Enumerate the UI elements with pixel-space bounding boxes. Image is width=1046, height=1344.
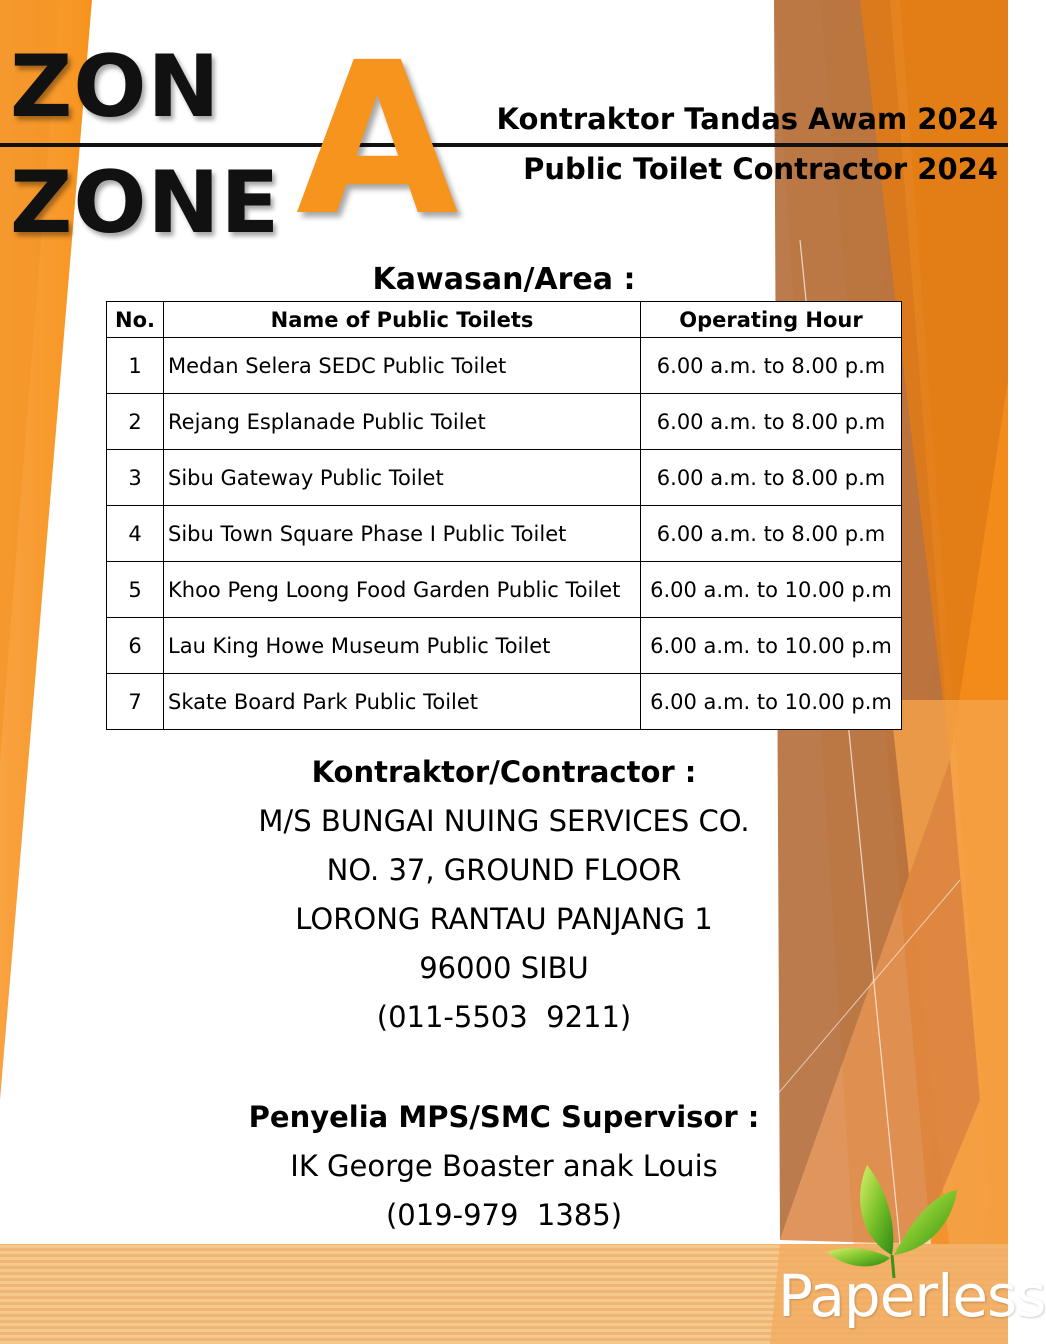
paperless-logo-text: Paperless bbox=[778, 1262, 1046, 1330]
contractor-label: Kontraktor/Contractor : bbox=[311, 755, 697, 789]
row-name: Sibu Gateway Public Toilet bbox=[164, 450, 641, 506]
table-header-row bbox=[107, 302, 902, 338]
supervisor-phone: (019-979 1385) bbox=[385, 1198, 623, 1232]
row-no: 5 bbox=[107, 562, 164, 618]
header-divider bbox=[0, 143, 1008, 147]
row-hour: 6.00 a.m. to 8.00 p.m bbox=[641, 394, 902, 450]
table-row bbox=[107, 618, 902, 674]
row-name: Khoo Peng Loong Food Garden Public Toilet bbox=[164, 562, 641, 618]
toilet-table bbox=[106, 301, 902, 730]
area-label: Kawasan/Area : bbox=[372, 262, 636, 297]
row-name: Lau King Howe Museum Public Toilet bbox=[164, 618, 641, 674]
row-hour: 6.00 a.m. to 8.00 p.m bbox=[641, 450, 902, 506]
header-no: No. bbox=[107, 302, 164, 338]
contractor-block bbox=[0, 748, 1008, 1042]
row-hour: 6.00 a.m. to 10.00 p.m bbox=[641, 562, 902, 618]
row-hour: 6.00 a.m. to 8.00 p.m bbox=[641, 506, 902, 562]
table-row bbox=[107, 562, 902, 618]
table-row bbox=[107, 674, 902, 730]
header-hour: Operating Hour bbox=[641, 302, 902, 338]
row-name: Sibu Town Square Phase I Public Toilet bbox=[164, 506, 641, 562]
zone-text: ZONE bbox=[10, 153, 281, 253]
contractor-line: 96000 SIBU bbox=[419, 951, 589, 985]
contractor-line: NO. 37, GROUND FLOOR bbox=[326, 853, 682, 887]
table-row bbox=[107, 506, 902, 562]
contractor-line: M/S BUNGAI NUING SERVICES CO. bbox=[258, 804, 750, 838]
row-hour: 6.00 a.m. to 10.00 p.m bbox=[641, 618, 902, 674]
supervisor-name: IK George Boaster anak Louis bbox=[290, 1149, 718, 1183]
title-malay: Kontraktor Tandas Awam 2024 bbox=[496, 102, 998, 136]
row-hour: 6.00 a.m. to 8.00 p.m bbox=[641, 338, 902, 394]
contractor-line: LORONG RANTAU PANJANG 1 bbox=[295, 902, 713, 936]
row-name: Rejang Esplanade Public Toilet bbox=[164, 394, 641, 450]
supervisor-label: Penyelia MPS/SMC Supervisor : bbox=[248, 1100, 760, 1134]
table-row bbox=[107, 450, 902, 506]
row-name: Medan Selera SEDC Public Toilet bbox=[164, 338, 641, 394]
row-hour: 6.00 a.m. to 10.00 p.m bbox=[641, 674, 902, 730]
table-row bbox=[107, 338, 902, 394]
zone-letter: A bbox=[296, 17, 459, 262]
title-english: Public Toilet Contractor 2024 bbox=[523, 152, 998, 186]
row-no: 4 bbox=[107, 506, 164, 562]
header-name: Name of Public Toilets bbox=[164, 302, 641, 338]
row-no: 7 bbox=[107, 674, 164, 730]
zon-text: ZON bbox=[10, 37, 221, 137]
row-name: Skate Board Park Public Toilet bbox=[164, 674, 641, 730]
contractor-phone: (011-5503 9211) bbox=[376, 1000, 632, 1034]
row-no: 3 bbox=[107, 450, 164, 506]
row-no: 1 bbox=[107, 338, 164, 394]
row-no: 6 bbox=[107, 618, 164, 674]
row-no: 2 bbox=[107, 394, 164, 450]
table-row bbox=[107, 394, 902, 450]
